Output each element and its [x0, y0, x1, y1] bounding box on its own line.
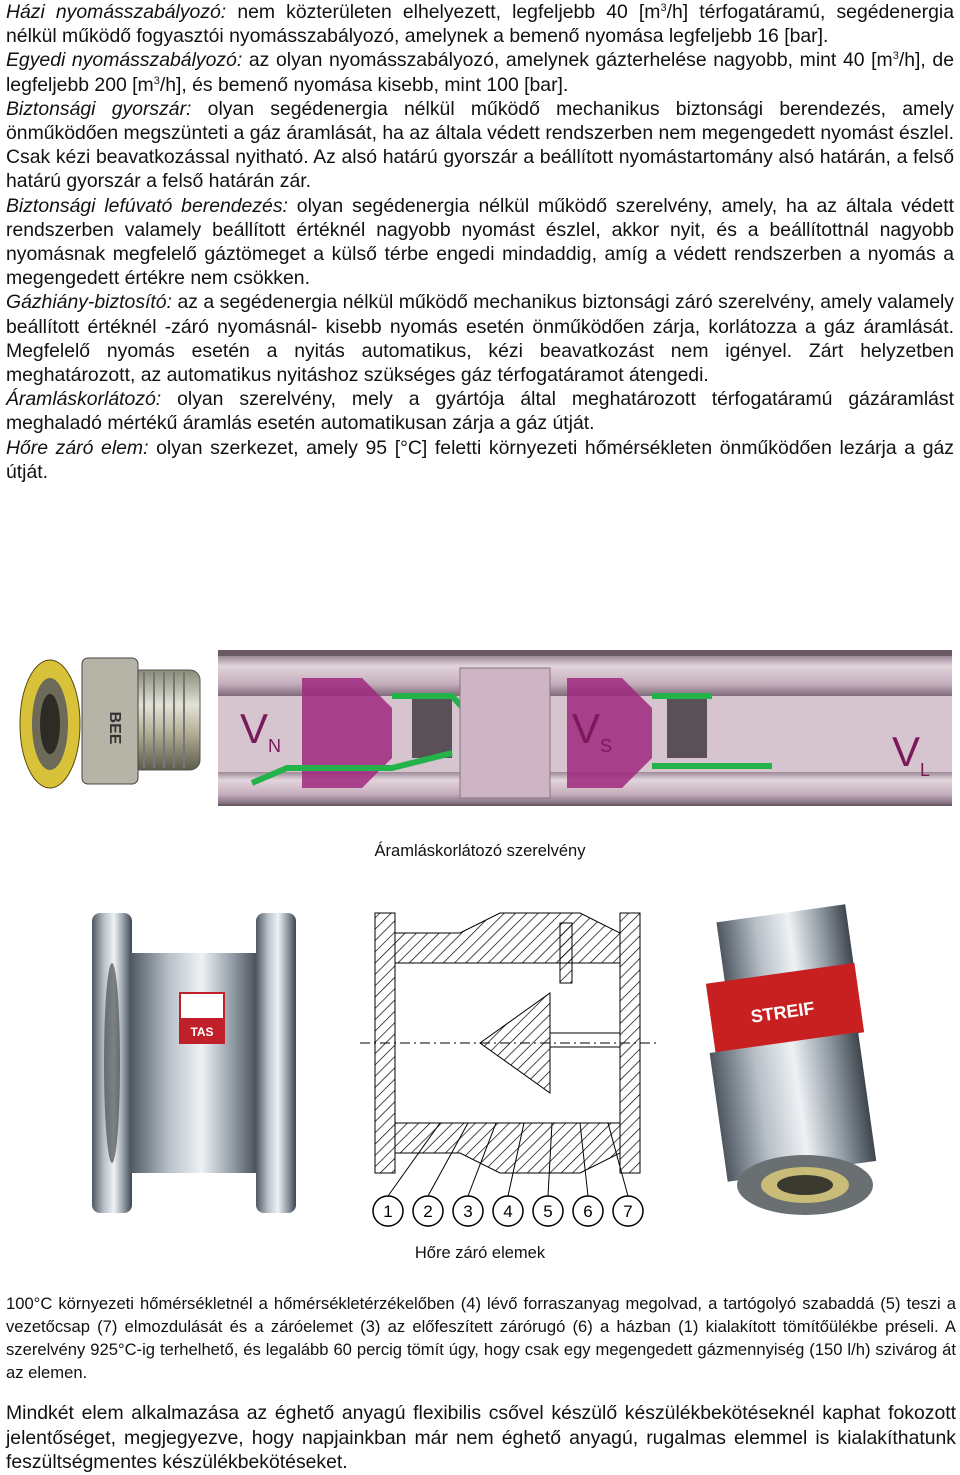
figure1-caption: Áramláskorlátozó szerelvény: [374, 842, 586, 860]
thermal-element-explanation: 100°C környezeti hőmérsékletnél a hőmérsékletérzékelőben (4) lévő forraszanyag megolvad, a tartógolyó szabaddá (5) teszi a vezetőcsap (7) elmozdulását és a záróelemet (3) az előfeszített zárórugó (6) a házban (1) kialakított tömítőülékbe préseli. A szerelvény 925°C-ig terhelhető, és legalább 60 percig tömít úgy, hogy csak egy megengedett gázmennyiség (150 l/h) szivárog át az elemen.: [6, 1293, 956, 1383]
fitting-brand-label: BEE: [106, 711, 123, 745]
figure2-caption: Hőre záró elemek: [414, 1244, 546, 1262]
closing-paragraph: Mindkét elem alkalmazása az éghető anyagú flexibilis csővel készülő készülékbekötéseknél kaphat fokozott jelentőséget, megjegyezve, hogy napjainkban már nem éghető anyagú, rugalmas elemmel is kialakíthatunk feszültségmentes készülékbekötéseket.: [6, 1402, 956, 1474]
flanged-element-photo: [62, 901, 318, 1225]
definition-egyedi: Egyedi nyomásszabályozó: az olyan nyomásszabályozó, amelynek gázterhelése nagyobb, mint 40 $[m^3/h]$, de legfeljebb 200 $[m^3/h]$, és bemenő nyomása kisebb, mint 100 [bar].: [6, 49, 954, 96]
callout-number-4: 4: [503, 1202, 513, 1221]
definition-hazi: Házi nyomásszabályozó: nem közterületen elhelyezett, legfeljebb 40 $[m^3/h]$ térfogatáramú, segédenergia nélkül működő fogyasztói nyomásszabályozó, amelynek a bemenő nyomása legfeljebb 16 [bar].: [6, 1, 954, 48]
svg-text:N: N: [268, 736, 281, 756]
threaded-element-photo: [706, 904, 876, 1215]
figure-flow-limiter: [12, 648, 952, 818]
definitions: [6, 0, 954, 484]
svg-text:S: S: [600, 736, 613, 756]
definition-hore-zaro: Hőre záró elem: olyan szerkezet, amely 95 [°C] feletti környezeti hőmérsékleten önműködően lezárja a gáz útját.: [6, 436, 954, 483]
streif-label: STREIF: [749, 998, 816, 1027]
callout-number-1: 1: [383, 1202, 393, 1221]
callout-number-5: 5: [543, 1202, 553, 1221]
fitting-photo: [20, 658, 200, 788]
svg-text:V: V: [240, 705, 269, 752]
pipe-section: [218, 650, 952, 806]
tas-label: TAS: [190, 1025, 214, 1039]
definition-aramlaskorlatozo: Áramláskorlátozó: olyan szerelvény, mely a gyártója által meghatározott térfogatáramú gázáramlást meghaladó mértékű áramlás esetén automatikusan zárja a gáz útját.: [6, 388, 954, 435]
callout-number-6: 6: [583, 1202, 593, 1221]
svg-text:V: V: [892, 728, 921, 775]
figure-thermal-shutoff: [60, 893, 900, 1233]
sectional-drawing: [360, 913, 660, 1226]
svg-text:L: L: [920, 760, 931, 780]
definition-gyorszar: Biztonsági gyorszár: olyan segédenergia nélkül működő mechanikus biztonsági berendezés, amely önműködően megszünteti a gáz áramlását, ha az általa védett rendszerben nem megengedett nyomást észlel. Csak kézi beavatkozással nyitható. Az alsó határú gyorszár a beállított nyomástartomány alsó határán, a felső határú gyorszár a felső határán zár.: [6, 97, 954, 193]
callout-number-7: 7: [623, 1202, 633, 1221]
callout-number-2: 2: [423, 1202, 433, 1221]
definition-lefuvato: Biztonsági lefúvató berendezés: olyan segédenergia nélkül működő szerelvény, amely, ha az általa védett rendszerben valamely beállított értéknél nagyobb nyomást észlel, akkor nyit, és a beállítottnál nagyobb nyomásnak megfelelő gáztömeget a külső térbe engedi mindaddig, amíg a védett rendszerben a nyomás a megengedett értékre nem csökken.: [6, 194, 954, 290]
callout-number-3: 3: [463, 1202, 473, 1221]
definition-gazhiany: Gázhiány-biztosító: az a segédenergia nélkül működő mechanikus biztonsági záró szerelvény, amely valamely beállított értéknél -záró nyomásnál- kisebb nyomás esetén önműködően zárja, korlátozza a gáz áramlását. Megfelelő nyomás esetén a nyitás automatikus, kézi beavatkozást nem igényel. Zárt helyzetben meghatározott, az automatikus nyitáshoz szükséges gáz térfogatáramot átengedi.: [6, 291, 954, 387]
svg-text:V: V: [572, 705, 601, 752]
thermal-shutoff-illustration: [60, 893, 900, 1233]
flow-limiter-illustration: [12, 648, 952, 818]
